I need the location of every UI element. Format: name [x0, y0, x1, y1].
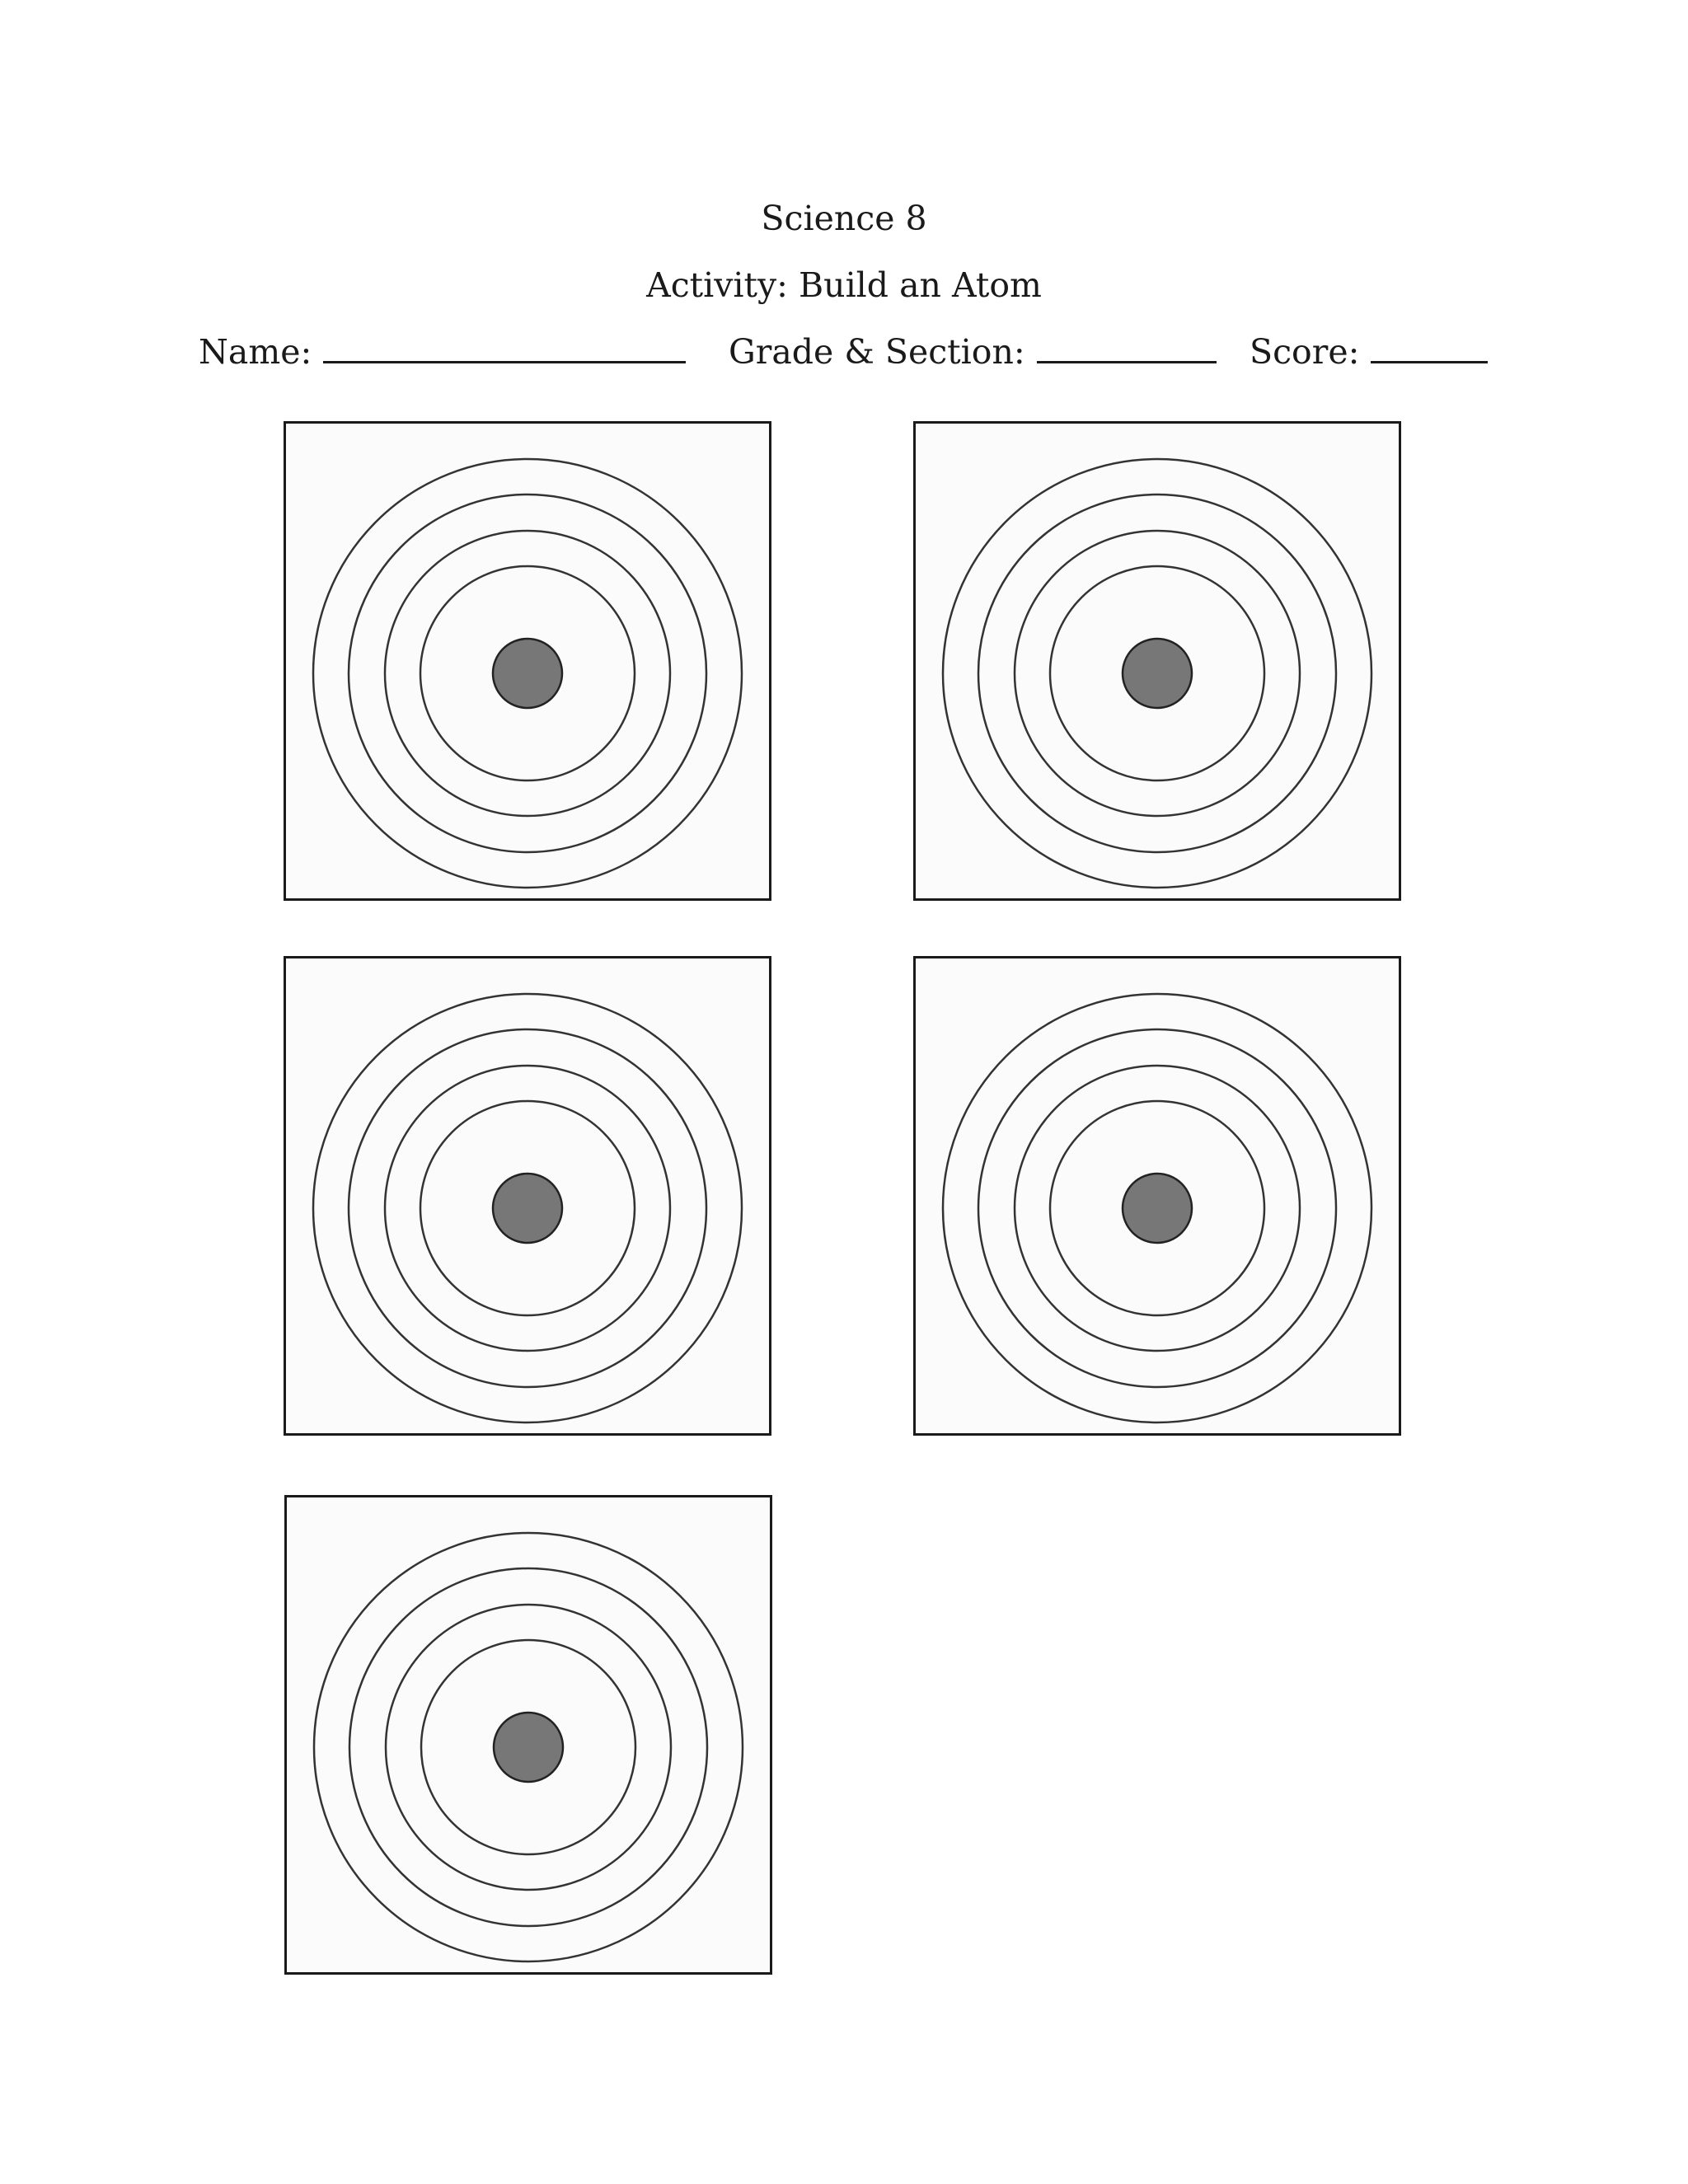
name-blank[interactable] [323, 328, 686, 363]
name-label: Name: [199, 332, 312, 372]
atom-svg [286, 958, 769, 1433]
atom-svg [287, 1497, 770, 1972]
grade-section-blank[interactable] [1037, 328, 1217, 363]
student-info-row [0, 328, 1688, 377]
activity-title: Activity: Build an Atom [646, 265, 1042, 305]
nucleus[interactable] [1123, 1174, 1192, 1243]
atom-svg [286, 424, 769, 898]
nucleus[interactable] [494, 1713, 563, 1782]
atom-diagram-4[interactable] [913, 956, 1401, 1436]
atom-diagram-5[interactable] [284, 1495, 772, 1975]
nucleus[interactable] [493, 1174, 562, 1243]
score-blank[interactable] [1371, 328, 1488, 363]
atom-diagram-1[interactable] [284, 421, 771, 901]
name-field [199, 328, 686, 375]
course-title: Science 8 [761, 199, 927, 238]
grade-section-field [729, 328, 1217, 375]
score-label: Score: [1250, 332, 1360, 372]
score-field [1250, 328, 1488, 375]
atom-diagram-3[interactable] [284, 956, 771, 1436]
atom-diagram-2[interactable] [913, 421, 1401, 901]
atom-svg [916, 958, 1399, 1433]
nucleus[interactable] [1123, 639, 1192, 708]
atom-svg [916, 424, 1399, 898]
nucleus[interactable] [493, 639, 562, 708]
grade-section-label: Grade & Section: [729, 332, 1025, 372]
